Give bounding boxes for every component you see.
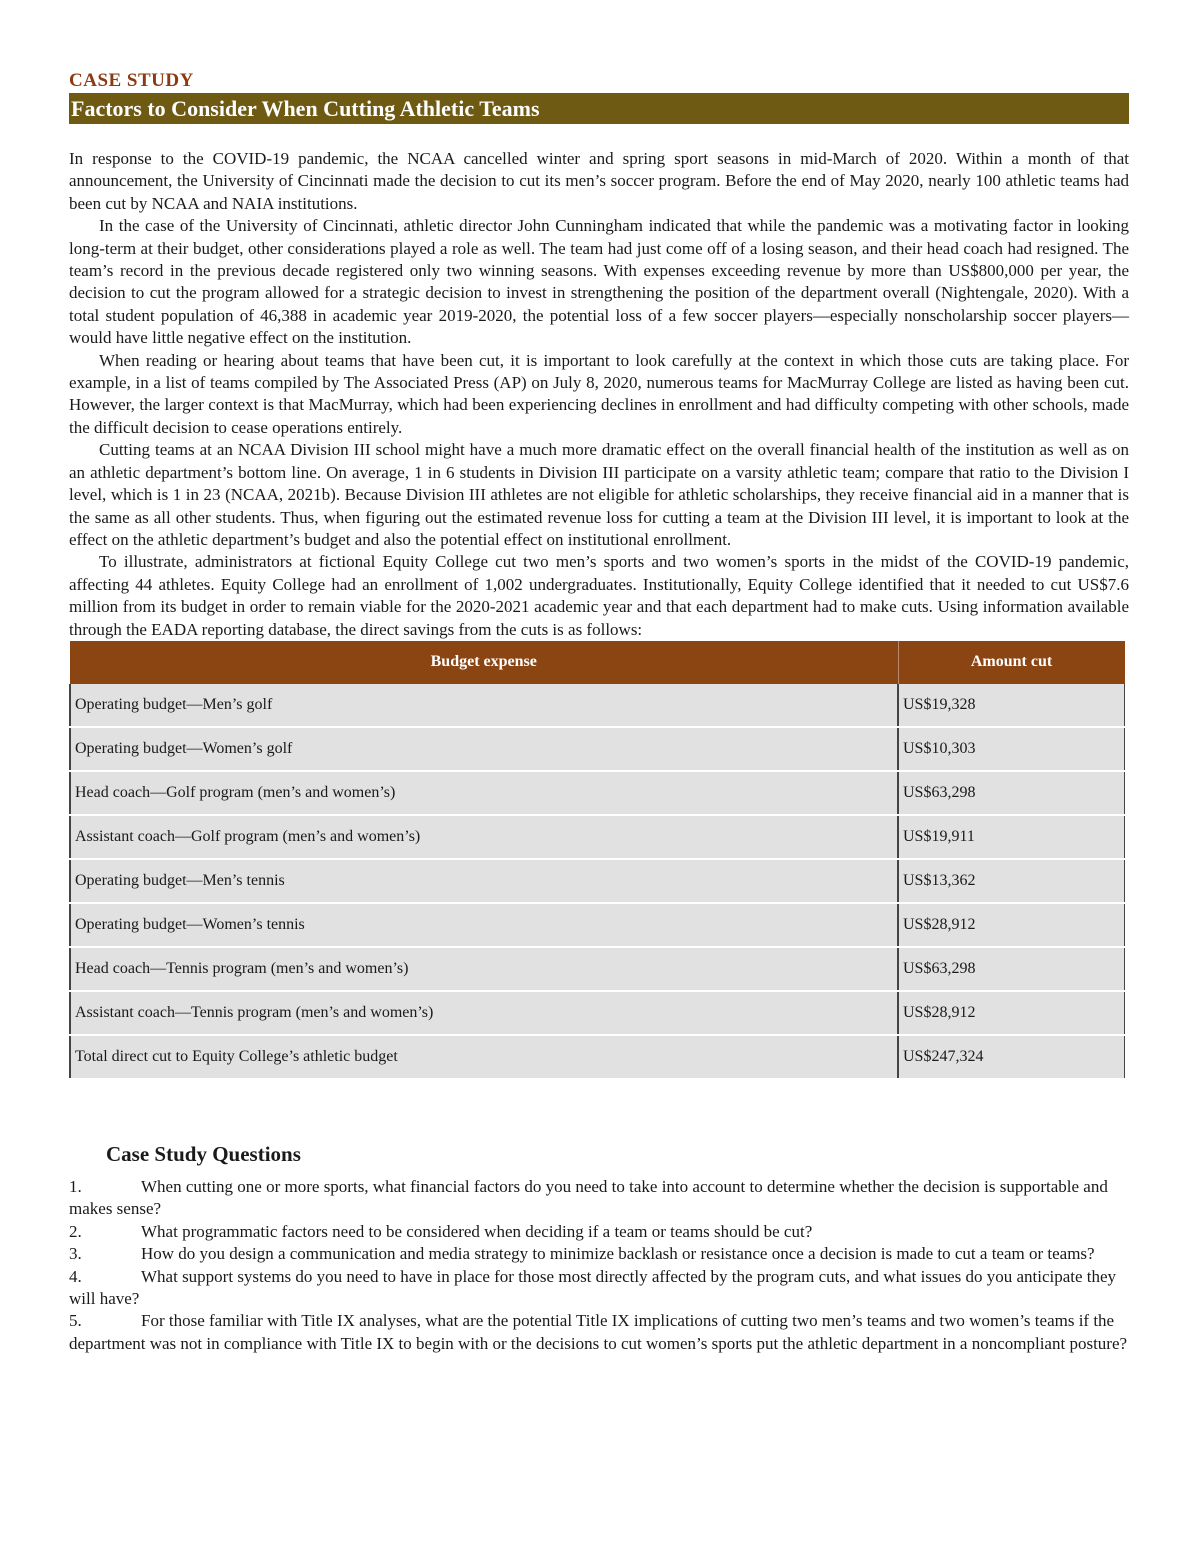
column-header-amount-cut: Amount cut <box>898 641 1125 684</box>
expense-cell: Assistant coach—Tennis program (men’s and women’s) <box>70 991 898 1035</box>
question-number: 2. <box>69 1221 82 1241</box>
paragraph: In response to the COVID-19 pandemic, the NCAA cancelled winter and spring sport seasons in mid-March of 2020. Within a month of that announcement, the University of Cincinnati made the decision to cut its men’s soccer program. Before the end of May 2020, nearly 100 athletic teams had been cut by NCAA and NAIA institutions. <box>69 149 1129 213</box>
paragraph: When reading or hearing about teams that have been cut, it is important to look carefully at the context in which those cuts are taking place. For example, in a list of teams compiled by The Associated Press (AP) on July 8, 2020, numerous teams for MacMurray College are listed as having been cut. However, the larger context is that MacMurray, which had been experiencing declines in enrollment and had difficulty competing with other schools, made the difficult decision to cease operations entirely. <box>69 350 1129 437</box>
case-body <box>69 148 1129 641</box>
amount-cell: US$247,324 <box>898 1035 1125 1079</box>
paragraph: In the case of the University of Cincinnati, athletic director John Cunningham indicated that while the pandemic was a motivating factor in looking long-term at their budget, other considerations played a role as well. The team had just come off of a losing season, and their head coach had resigned. The team’s record in the previous decade registered only two winning seasons. With expenses exceeding revenue by more than US$800,000 per year, the decision to cut the program allowed for a strategic decision to invest in strengthening the position of the department overall (Nightengale, 2020). With a total student population of 46,388 in academic year 2019-2020, the potential loss of a few soccer players—especially nonscholarship soccer players—would have little negative effect on the institution. <box>69 216 1129 348</box>
question-item <box>69 1243 1129 1265</box>
question-number: 5. <box>69 1311 82 1331</box>
expense-cell: Assistant coach—Golf program (men’s and women’s) <box>70 815 898 859</box>
table-row <box>70 771 1125 815</box>
expense-cell: Head coach—Tennis program (men’s and women’s) <box>70 947 898 991</box>
amount-cell: US$19,911 <box>898 815 1125 859</box>
expense-cell: Operating budget—Men’s tennis <box>70 859 898 903</box>
question-text: What support systems do you need to have in place for those most directly affected by the program cuts, and what issues do you anticipate they will have? <box>69 1266 1117 1308</box>
amount-cell: US$63,298 <box>898 947 1125 991</box>
table-row <box>70 903 1125 947</box>
question-number: 4. <box>69 1266 82 1286</box>
questions-heading: Case Study Questions <box>106 1141 301 1166</box>
table-row <box>70 991 1125 1035</box>
amount-cell: US$63,298 <box>898 771 1125 815</box>
question-item <box>69 1266 1129 1311</box>
budget-cuts-table <box>69 641 1125 1080</box>
column-header-budget-expense: Budget expense <box>70 641 898 684</box>
question-number: 3. <box>69 1244 82 1264</box>
amount-cell: US$13,362 <box>898 859 1125 903</box>
amount-cell: US$28,912 <box>898 903 1125 947</box>
case-study-questions <box>69 1142 1129 1355</box>
table-header-row <box>70 641 1125 684</box>
table-row <box>70 815 1125 859</box>
question-text: What programmatic factors need to be considered when deciding if a team or teams should be cut? <box>141 1221 813 1241</box>
paragraph: Cutting teams at an NCAA Division III school might have a much more dramatic effect on the overall financial health of the institution as well as on an athletic department’s bottom line. On average, 1 in 6 students in Division III participate on a varsity athletic team; compare that ratio to the Division I level, which is 1 in 23 (NCAA, 2021b). Because Division III athletes are not eligible for athletic scholarships, they receive financial aid in a manner that is the same as all other students. Thus, when figuring out the estimated revenue loss for cutting a team at the Division III level, it is important to look at the effect on the athletic department’s budget and also the potential effect on institutional enrollment. <box>69 440 1129 549</box>
table-row <box>70 947 1125 991</box>
table-row <box>70 684 1125 727</box>
amount-cell: US$19,328 <box>898 684 1125 727</box>
question-item <box>69 1176 1129 1221</box>
document-page <box>69 70 1129 1355</box>
table-row <box>70 859 1125 903</box>
amount-cell: US$10,303 <box>898 727 1125 771</box>
question-text: When cutting one or more sports, what financial factors do you need to take into account to determine whether the decision is supportable and makes sense? <box>69 1176 1108 1219</box>
expense-cell: Operating budget—Women’s tennis <box>70 903 898 947</box>
amount-cell: US$28,912 <box>898 991 1125 1035</box>
expense-cell: Total direct cut to Equity College’s athletic budget <box>70 1035 898 1079</box>
expense-cell: Operating budget—Men’s golf <box>70 684 898 727</box>
table-total-row <box>70 1035 1125 1079</box>
question-item <box>69 1310 1129 1355</box>
paragraph: To illustrate, administrators at fictional Equity College cut two men’s sports and two women’s sports in the midst of the COVID-19 pandemic, affecting 44 athletes. Equity College had an enrollment of 1,002 undergraduates. Institutionally, Equity College identified that it needed to cut US$7.6 million from its budget in order to remain viable for the 2020-2021 academic year and that each department had to make cuts. Using information available through the EADA reporting database, the direct savings from the cuts is as follows: <box>69 552 1129 639</box>
question-text: For those familiar with Title IX analyses, what are the potential Title IX implications of cutting two men’s teams and two women’s teams if the department was not in compliance with Title IX to begin with or the decisions to cut women’s sports put the athletic department in a noncompliant posture? <box>69 1311 1128 1353</box>
expense-cell: Head coach—Golf program (men’s and women’s) <box>70 771 898 815</box>
question-text: How do you design a communication and media strategy to minimize backlash or resistance once a decision is made to cut a team or teams? <box>141 1244 1095 1264</box>
question-item <box>69 1221 1129 1243</box>
document-title: Factors to Consider When Cutting Athletic Teams <box>69 93 1129 124</box>
question-number: 1. <box>69 1176 82 1196</box>
table-row <box>70 727 1125 771</box>
expense-cell: Operating budget—Women’s golf <box>70 727 898 771</box>
case-study-label: CASE STUDY <box>69 70 194 91</box>
